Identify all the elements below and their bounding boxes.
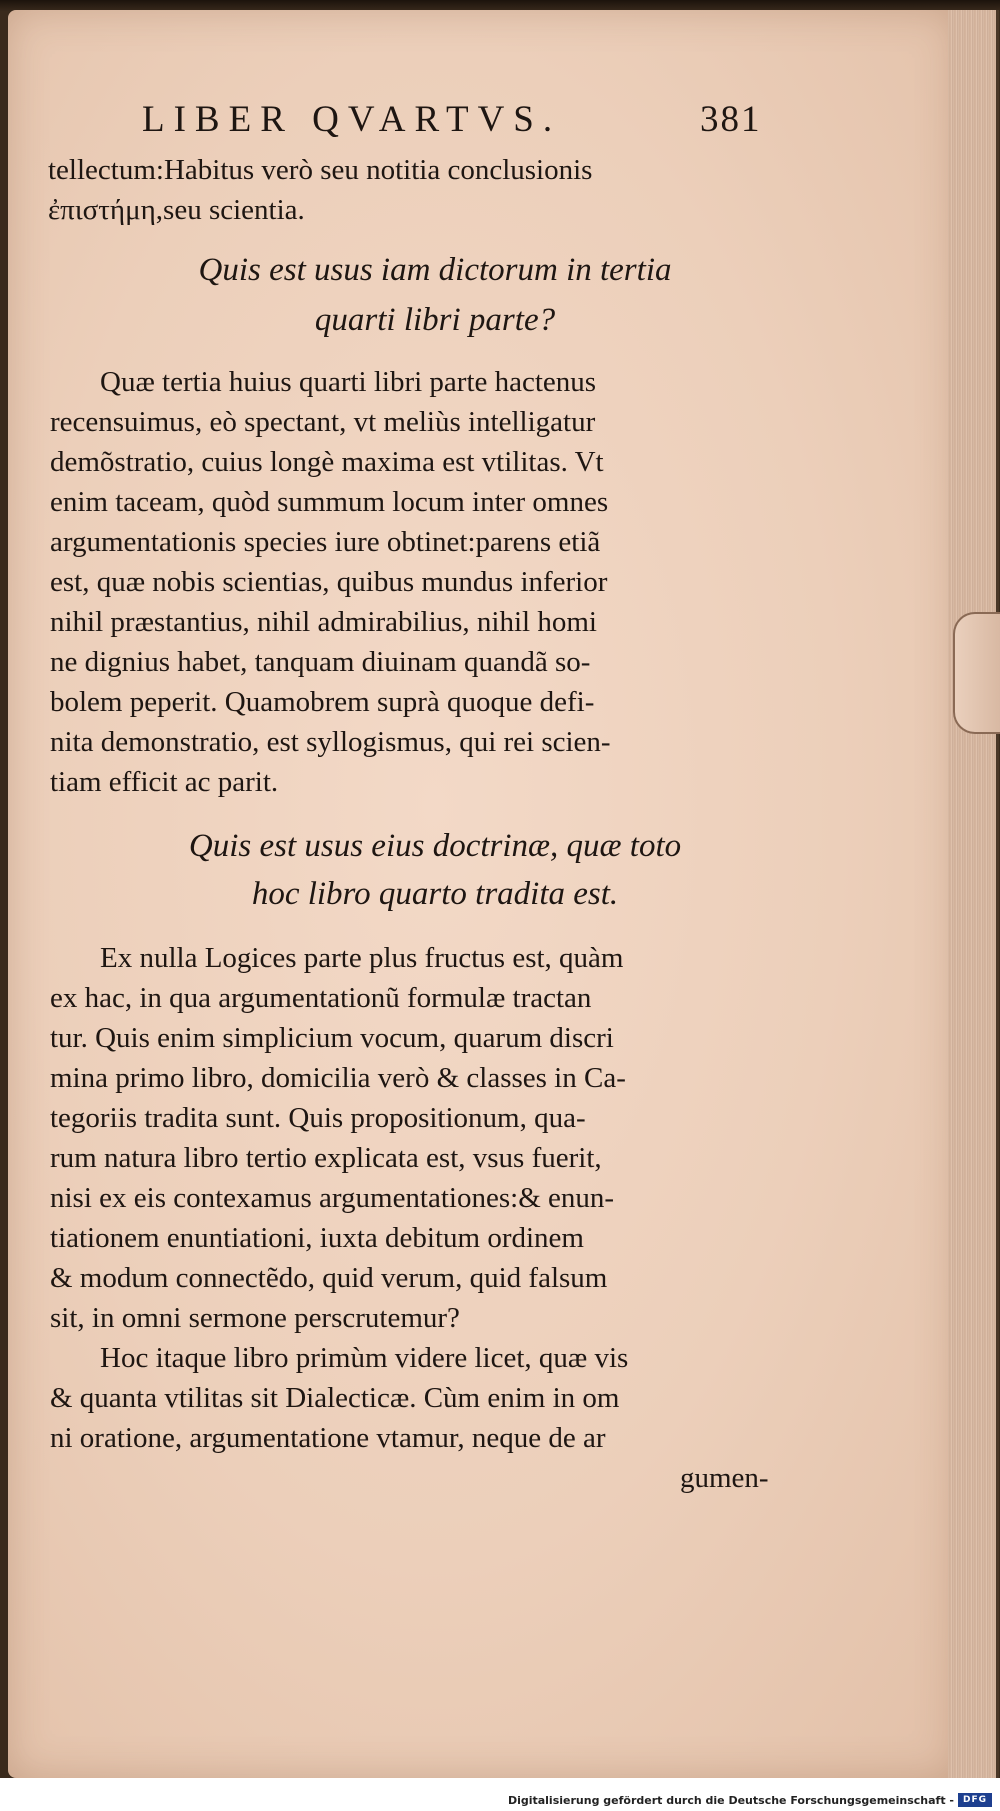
body-line: tur. Quis enim simplicium vocum, quarum discri bbox=[50, 1022, 614, 1054]
body-line: nihil præstantius, nihil admirabilius, nihil homi bbox=[50, 606, 597, 638]
body-line: ex hac, in qua argumentationũ formulæ tractan bbox=[50, 982, 592, 1014]
body-line: & modum connectẽdo, quid verum, quid falsum bbox=[50, 1262, 608, 1294]
section-heading-1: quarti libri parte? bbox=[314, 302, 556, 338]
dfg-logo: DFG bbox=[958, 1793, 992, 1807]
carryover-line: ἐπιστήμη,seu scientia. bbox=[48, 194, 305, 226]
body-line: rum natura libro tertio explicata est, vsus fuerit, bbox=[50, 1142, 602, 1174]
body-line: recensuimus, eò spectant, vt meliùs intelligatur bbox=[50, 406, 596, 438]
body-line: bolem peperit. Quamobrem suprà quoque defi- bbox=[50, 686, 595, 718]
body-line: tegoriis tradita sunt. Quis propositionum, qua- bbox=[50, 1102, 586, 1134]
body-line: sit, in omni sermone perscrutemur? bbox=[50, 1302, 460, 1334]
body-line: nisi ex eis contexamus argumentationes:& enun- bbox=[50, 1182, 615, 1214]
body-line: & quanta vtilitas sit Dialecticæ. Cùm enim in om bbox=[50, 1382, 620, 1414]
section-heading-1: Quis est usus iam dictorum in tertia bbox=[198, 252, 672, 288]
body-line: ne dignius habet, tanquam diuinam quandã so- bbox=[50, 646, 591, 678]
catchword: gumen- bbox=[680, 1462, 769, 1494]
section-heading-2: Quis est usus eius doctrinæ, quæ toto bbox=[188, 828, 682, 864]
section-heading-2: hoc libro quarto tradita est. bbox=[251, 876, 619, 912]
body-line: nita demonstratio, est syllogismus, qui rei scien- bbox=[50, 726, 611, 758]
body-line: enim taceam, quòd summum locum inter omnes bbox=[50, 486, 609, 518]
body-line: tiationem enuntiationi, iuxta debitum ordinem bbox=[50, 1222, 584, 1254]
body-line: Quæ tertia huius quarti libri parte hactenus bbox=[100, 366, 597, 398]
body-line: argumentationis species iure obtinet:parens etiã bbox=[50, 526, 601, 558]
carryover-line: tellectum:Habitus verò seu notitia conclusionis bbox=[48, 154, 593, 186]
digitization-credit: Digitalisierung gefördert durch die Deutsche Forschungsgemeinschaft - bbox=[507, 1794, 954, 1807]
body-line: demõstratio, cuius longè maxima est vtilitas. Vt bbox=[50, 446, 604, 478]
page-edge-stack bbox=[948, 10, 999, 1778]
body-line: tiam efficit ac parit. bbox=[50, 766, 279, 798]
page-tab-marker bbox=[953, 612, 1000, 734]
body-line: Ex nulla Logices parte plus fructus est, quàm bbox=[100, 942, 624, 974]
running-head: LIBER QVARTVS. bbox=[142, 99, 562, 140]
body-line: est, quæ nobis scientias, quibus mundus inferior bbox=[50, 566, 608, 598]
body-line: Hoc itaque libro primùm videre licet, quæ vis bbox=[100, 1342, 629, 1374]
page-number: 381 bbox=[700, 99, 762, 140]
body-line: mina primo libro, domicilia verò & classes in Ca- bbox=[50, 1062, 626, 1094]
body-line: ni oratione, argumentatione vtamur, neque de ar bbox=[50, 1422, 606, 1454]
